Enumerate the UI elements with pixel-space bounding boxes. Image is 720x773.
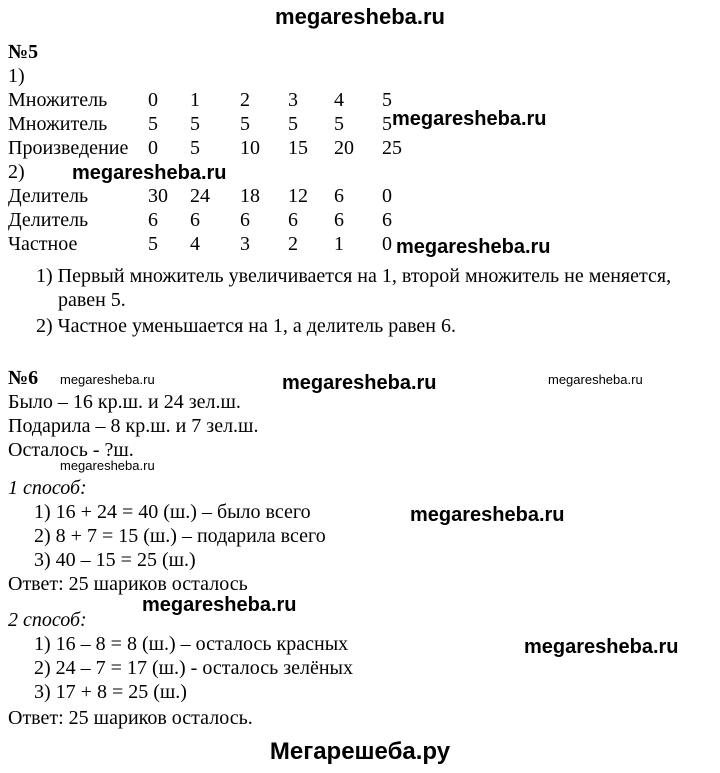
division-table-cell: 6 xyxy=(334,209,344,231)
method1-step-1: 1) 16 + 24 = 40 (ш.) – было всего xyxy=(34,501,311,523)
multiplication-table-cell: 5 xyxy=(382,89,392,111)
division-table-row-label: Делитель xyxy=(8,209,89,231)
watermark: megaresheba.ru xyxy=(396,236,551,258)
task6-given-2: Подарила – 8 кр.ш. и 7 зел.ш. xyxy=(8,415,259,437)
division-table-cell: 3 xyxy=(240,233,250,255)
division-table-cell: 2 xyxy=(288,233,298,255)
multiplication-table-cell: 15 xyxy=(288,137,308,159)
division-table-row-label: Делитель xyxy=(8,185,89,207)
multiplication-table-cell: 5 xyxy=(334,113,344,135)
watermark: megaresheba.ru xyxy=(548,372,643,387)
task5-note-2: 2) Частное уменьшается на 1, а делитель равен 6. xyxy=(36,315,456,337)
method1-answer: Ответ: 25 шариков осталось xyxy=(8,573,248,595)
watermark: megaresheba.ru xyxy=(60,372,155,387)
division-table-cell: 6 xyxy=(334,185,344,207)
division-table-cell: 0 xyxy=(382,185,392,207)
multiplication-table-cell: 3 xyxy=(288,89,298,111)
task5-part1-label: 1) xyxy=(8,65,25,87)
task6-title: №6 xyxy=(8,367,39,389)
multiplication-table-cell: 0 xyxy=(148,89,158,111)
method2-answer: Ответ: 25 шариков осталось. xyxy=(8,707,253,729)
multiplication-table-cell: 4 xyxy=(334,89,344,111)
multiplication-table-cell: 5 xyxy=(190,137,200,159)
multiplication-table-cell: 25 xyxy=(382,137,402,159)
multiplication-table-cell: 1 xyxy=(190,89,200,111)
division-table-cell: 18 xyxy=(240,185,260,207)
division-table-cell: 24 xyxy=(190,185,210,207)
method2-step-3: 3) 17 + 8 = 25 (ш.) xyxy=(34,681,187,703)
site-header: megaresheba.ru xyxy=(275,4,445,29)
multiplication-table-cell: 20 xyxy=(334,137,354,159)
multiplication-table-cell: 10 xyxy=(240,137,260,159)
multiplication-table-cell: 2 xyxy=(240,89,250,111)
task6-question: Осталось - ?ш. xyxy=(8,439,134,461)
watermark: megaresheba.ru xyxy=(72,162,227,184)
division-table-cell: 0 xyxy=(382,233,392,255)
task6-given-1: Было – 16 кр.ш. и 24 зел.ш. xyxy=(8,391,241,413)
multiplication-table-cell: 0 xyxy=(148,137,158,159)
multiplication-table-cell: 5 xyxy=(190,113,200,135)
task5-title: №5 xyxy=(8,41,39,63)
method1-title: 1 способ: xyxy=(8,477,87,499)
method1-step-3: 3) 40 – 15 = 25 (ш.) xyxy=(34,549,196,571)
multiplication-table-row-label: Множитель xyxy=(8,113,108,135)
division-table-cell: 6 xyxy=(190,209,200,231)
multiplication-table-row-label: Множитель xyxy=(8,89,108,111)
division-table-cell: 6 xyxy=(148,209,158,231)
division-table-cell: 5 xyxy=(148,233,158,255)
multiplication-table-cell: 5 xyxy=(240,113,250,135)
multiplication-table-row-label: Произведение xyxy=(8,137,129,159)
task5-part2-label: 2) xyxy=(8,161,25,183)
division-table-cell: 6 xyxy=(382,209,392,231)
method2-title: 2 способ: xyxy=(8,609,87,631)
site-footer: Мегарешеба.ру xyxy=(269,738,451,765)
division-table-cell: 4 xyxy=(190,233,200,255)
watermark: megaresheba.ru xyxy=(282,372,437,394)
multiplication-table-cell: 5 xyxy=(382,113,392,135)
method2-step-2: 2) 24 – 7 = 17 (ш.) - осталось зелёных xyxy=(34,657,353,679)
division-table-row-label: Частное xyxy=(8,233,78,255)
task5-note-1: 1) Первый множитель увеличивается на 1, второй множитель не меняется, xyxy=(36,265,672,287)
task5-note-1-cont: равен 5. xyxy=(58,289,126,311)
division-table-cell: 6 xyxy=(288,209,298,231)
watermark: megaresheba.ru xyxy=(392,108,547,130)
watermark: megaresheba.ru xyxy=(410,504,565,526)
method1-step-2: 2) 8 + 7 = 15 (ш.) – подарила всего xyxy=(34,525,326,547)
division-table-cell: 30 xyxy=(148,185,168,207)
division-table-cell: 6 xyxy=(240,209,250,231)
watermark: megaresheba.ru xyxy=(524,636,679,658)
method2-step-1: 1) 16 – 8 = 8 (ш.) – осталось красных xyxy=(34,633,349,655)
division-table-cell: 12 xyxy=(288,185,308,207)
watermark: megaresheba.ru xyxy=(142,594,297,616)
watermark: megaresheba.ru xyxy=(60,458,155,473)
multiplication-table-cell: 5 xyxy=(288,113,298,135)
multiplication-table-cell: 5 xyxy=(148,113,158,135)
division-table-cell: 1 xyxy=(334,233,344,255)
